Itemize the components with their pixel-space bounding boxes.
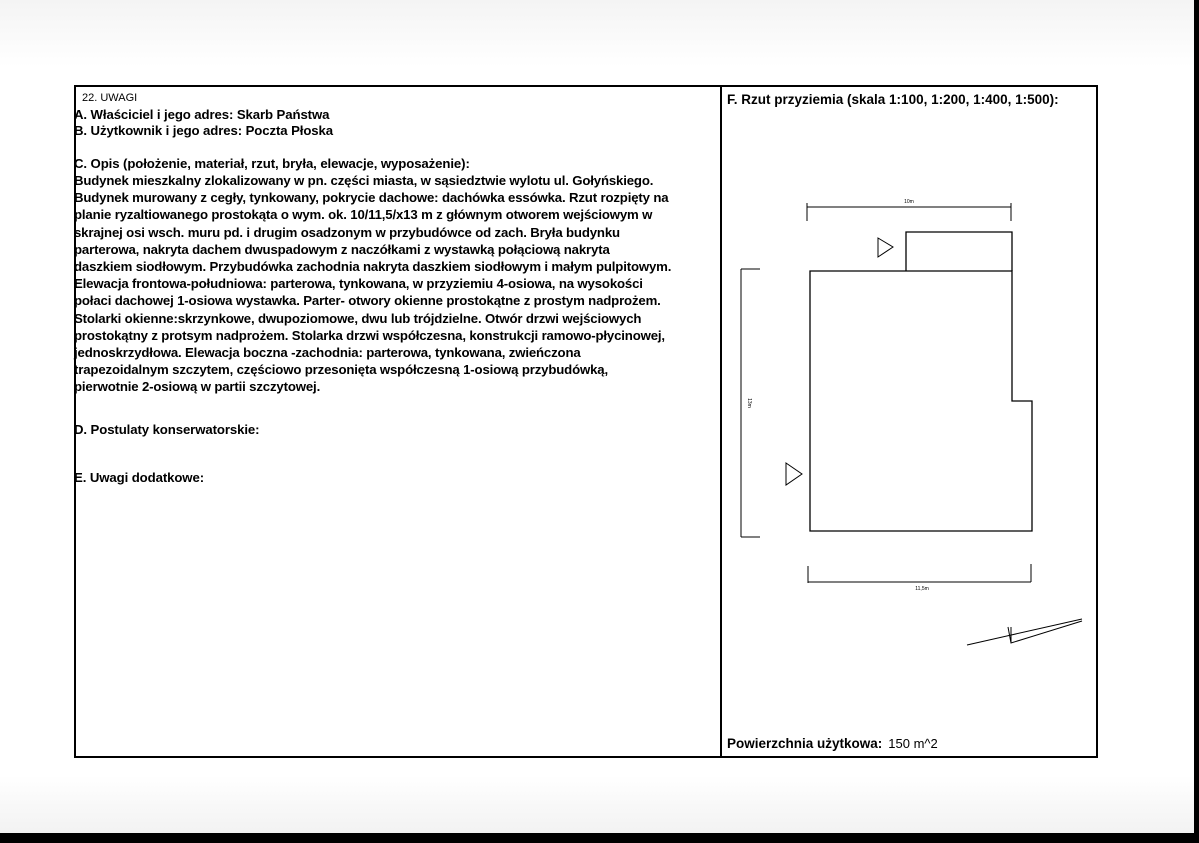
usable-area-label: Powierzchnia użytkowa: bbox=[727, 736, 883, 751]
description-line: jednoskrzydłowa. Elewacja boczna -zachodnia: parterowa, tynkowana, zwieńczona bbox=[74, 344, 581, 360]
plan-title: F. Rzut przyziemia (skala 1:100, 1:200, 1:400, 1:500): bbox=[727, 92, 1059, 107]
description-line: skrajnej osi wsch. muru pd. i drugim osadzonym w przybudówce od zach. Bryła budynku bbox=[74, 224, 620, 240]
description-line: daszkiem siodłowym. Przybudówka zachodnia nakryta daszkiem siodłowym i małym pulpitowym. bbox=[74, 258, 672, 274]
description-line: planie ryzaltiowanego prostokąta o wym. ok. 10/11,5/x13 m z głównym otworem wejściowym w bbox=[74, 207, 653, 223]
description-line: Budynek mieszkalny zlokalizowany w pn. części miasta, w sąsiedztwie wylotu ul. Gołyńskiego. bbox=[74, 173, 654, 188]
description-line: Budynek murowany z cegły, tynkowany, pokrycie dachowe: dachówka essówka. Rzut rozpięty na bbox=[74, 190, 669, 206]
dim-top-label: 10m bbox=[904, 199, 914, 205]
owner-line: A. Właściciel i jego adres: Skarb Państwa bbox=[74, 107, 330, 122]
description-line: parterowa, nakryta dachem dwuspadowym z naczółkami z wystawką połąciową nakryta bbox=[74, 241, 610, 257]
entrance-arrow-icon bbox=[786, 463, 802, 485]
description-body bbox=[74, 172, 722, 395]
plan-panel bbox=[722, 85, 1098, 758]
usable-area bbox=[727, 735, 938, 753]
description-line: pierwotnie 2-osiową w partii szczytowej. bbox=[74, 379, 321, 395]
description-line: Stolarki okienne:skrzynkowe, dwupoziomowe, dwu lub trójdzielne. Otwór drzwi wejściowych bbox=[74, 310, 642, 326]
dim-side-label: 13m bbox=[746, 398, 752, 408]
north-arrow-icon bbox=[967, 619, 1082, 645]
dim-bottom-label: 11,5m bbox=[915, 586, 929, 592]
section-number: 22. UWAGI bbox=[82, 92, 138, 104]
description-line: trapezoidalnym szczytem, częściowo przesonięta współczesną 1-osiową przybudówką, bbox=[74, 362, 608, 378]
remarks-heading: E. Uwagi dodatkowe: bbox=[74, 470, 204, 485]
scan-edge-bottom bbox=[0, 833, 1199, 843]
top-dimension-line bbox=[807, 203, 1011, 221]
description-line: prostokątny z protsym nadprożem. Stolarka drzwi współczesna, konstrukcji ramowo-płycinowej, bbox=[74, 327, 665, 343]
description-heading: C. Opis (położenie, materiał, rzut, bryła, elewacje, wyposażenie): bbox=[74, 156, 470, 171]
floor-plan-drawing bbox=[722, 85, 1098, 758]
bottom-dimension-line bbox=[808, 564, 1031, 583]
building-outline bbox=[810, 271, 1032, 531]
annex-outline bbox=[906, 232, 1012, 271]
description-line: połaci dachowej 1-osiowa wystawka. Parter- otwory okienne prostokątne z prostym nadprożem. bbox=[74, 293, 661, 309]
postulates-heading: D. Postulaty konserwatorskie: bbox=[74, 422, 260, 437]
scan-edge-right bbox=[1194, 0, 1199, 843]
description-line: Elewacja frontowa-południowa: parterowa, tynkowana, w przyziemiu 4-osiowa, na wysokości bbox=[74, 276, 643, 292]
entrance-arrow-icon bbox=[878, 238, 893, 257]
user-line: B. Użytkownik i jego adres: Poczta Płoska bbox=[74, 123, 333, 138]
usable-area-value: 150 m^2 bbox=[888, 736, 938, 751]
